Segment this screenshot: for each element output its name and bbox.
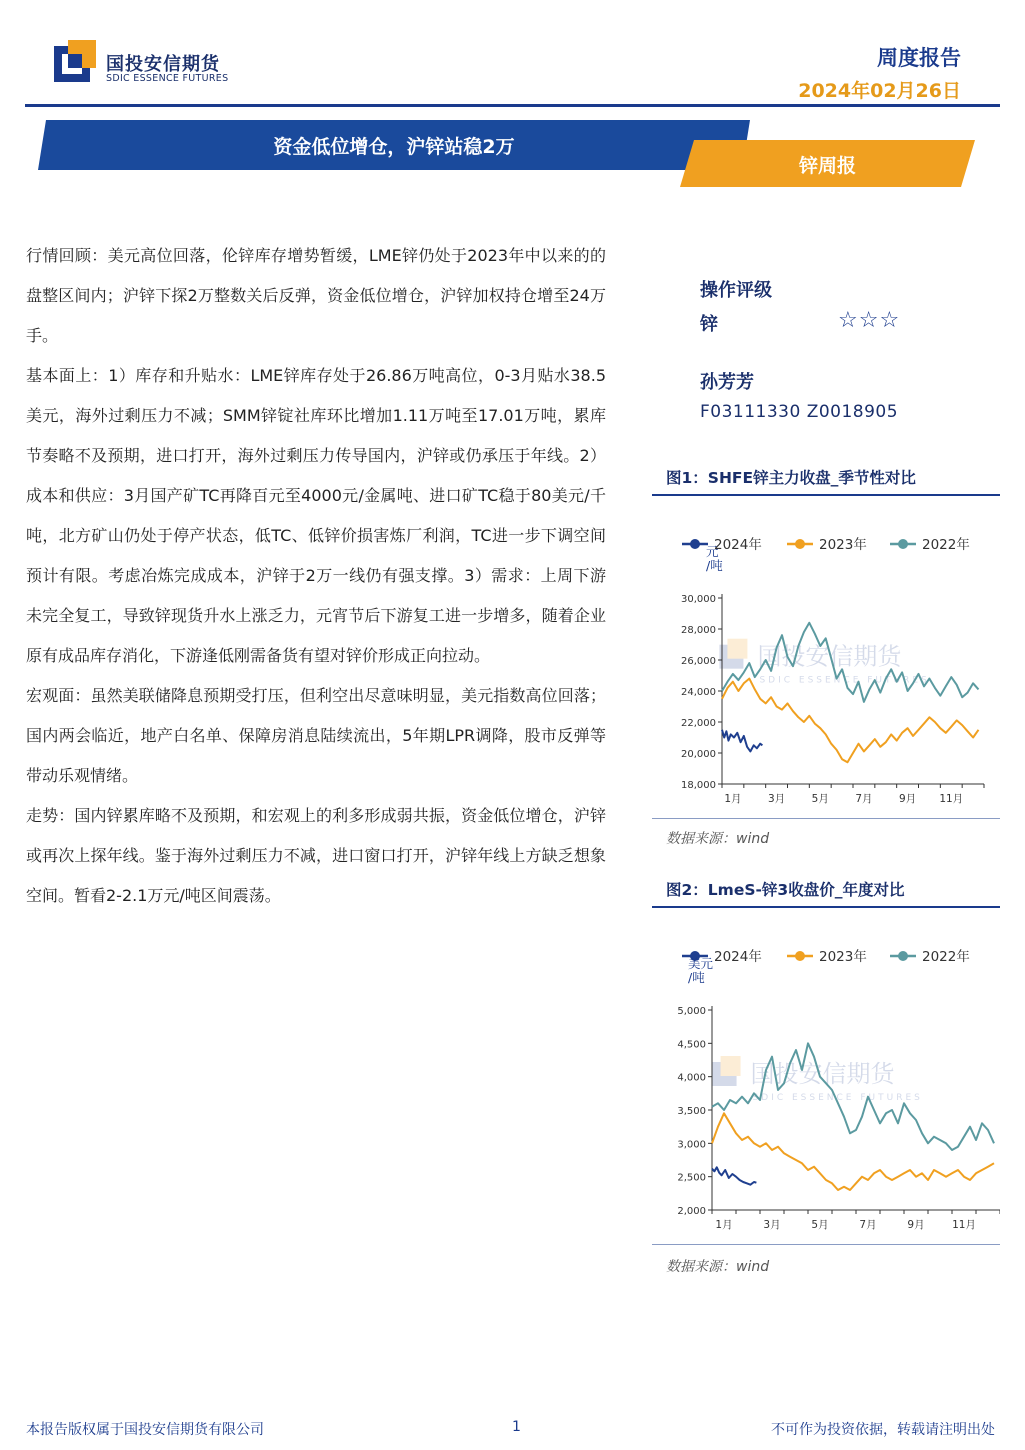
x-tick-label: 7月	[859, 1219, 877, 1231]
x-tick-label: 5月	[811, 793, 829, 805]
legend-item-2022	[890, 948, 970, 965]
y-tick-label: 2,000	[677, 1206, 706, 1217]
y-tick-label: 3,500	[677, 1106, 706, 1117]
company-name-en: SDIC ESSENCE FUTURES	[106, 73, 229, 84]
svg-text:2024年: 2024年	[714, 949, 762, 965]
analyst-name: 孙芳芳	[700, 372, 754, 393]
svg-text:2024年: 2024年	[714, 537, 762, 553]
y-tick-label: 28,000	[681, 625, 716, 636]
rating-item: 锌	[700, 314, 718, 335]
y-unit-label: /吨	[688, 970, 705, 985]
figure2-chart	[652, 942, 1000, 1232]
figure1-title: 图1：SHFE锌主力收盘_季节性对比	[666, 469, 916, 487]
company-name-cn: 国投安信期货	[106, 54, 220, 75]
footer-disclaimer: 不可作为投资依据，转载请注明出处	[771, 1422, 995, 1438]
legend-item-2023	[787, 948, 867, 965]
y-tick-label: 2,500	[677, 1172, 706, 1184]
rating-title: 操作评级	[700, 280, 772, 301]
page-number: 1	[512, 1419, 521, 1435]
x-tick-label: 9月	[898, 793, 917, 805]
legend-item-2024	[682, 536, 762, 553]
analyst-id: F03111330 Z0018905	[700, 402, 899, 422]
svg-text:2023年: 2023年	[819, 537, 867, 553]
figure2-bottom-divider	[652, 1244, 1000, 1245]
y-tick-label: 24,000	[681, 687, 716, 698]
figure2-divider	[652, 906, 1000, 908]
y-tick-label: 20,000	[681, 749, 716, 760]
x-tick-label: 3月	[763, 1219, 781, 1231]
y-tick-label: 3,000	[677, 1139, 706, 1151]
report-type: 周度报告	[877, 46, 961, 70]
x-tick-label: 3月	[767, 793, 786, 805]
figure1-source: 数据来源：wind	[666, 831, 770, 847]
figure2-source: 数据来源：wind	[666, 1259, 770, 1275]
paragraph-market-review: 行情回顾：美元高位回落，伦锌库存增势暂缓，LME锌仍处于2023年中以来的的盘整区间内；沪锌下探2万整数关后反弹，资金低位增仓，沪锌加权持仓增至24万手。	[26, 246, 606, 345]
watermark	[713, 1056, 923, 1103]
report-body	[26, 236, 606, 916]
series-line-2024	[722, 730, 762, 752]
x-tick-label: 5月	[811, 1219, 829, 1231]
svg-text:SDIC ESSENCE FUTURES: SDIC ESSENCE FUTURES	[752, 1093, 923, 1103]
svg-text:2023年: 2023年	[819, 949, 867, 965]
svg-text:SDIC ESSENCE FUTURES: SDIC ESSENCE FUTURES	[759, 675, 930, 686]
y-tick-label: 26,000	[681, 656, 716, 667]
legend-item-2022	[890, 536, 970, 553]
series-line-2023	[712, 1113, 994, 1190]
y-unit-label: 元	[706, 544, 719, 559]
paragraph-macro: 宏观面：虽然美联储降息预期受打压，但利空出尽意味明显，美元指数高位回落；国内两会临近，地产白名单、保障房消息陆续流出，5年期LPR调降，股市反弹等带动乐观情绪。	[26, 686, 606, 785]
svg-text:2022年: 2022年	[922, 949, 970, 965]
y-tick-label: 18,000	[681, 780, 716, 791]
rating-stars-icon: ☆☆☆	[838, 308, 901, 333]
y-tick-label: 5,000	[677, 1006, 706, 1017]
y-unit-label: /吨	[706, 558, 723, 573]
x-tick-label: 11月	[939, 793, 964, 805]
report-date: 2024年02月26日	[798, 80, 961, 102]
y-tick-label: 30,000	[681, 594, 716, 605]
y-unit-label: 美元	[688, 956, 714, 971]
legend-item-2023	[787, 536, 867, 553]
figure1-chart	[652, 530, 1000, 810]
figure1-bottom-divider	[652, 818, 1000, 819]
x-tick-label: 1月	[724, 793, 742, 805]
y-tick-label: 22,000	[681, 718, 716, 729]
paragraph-fundamentals: 基本面上：1）库存和升贴水：LME锌库存处于26.86万吨高位，0-3月贴水38.5美元，海外过剩压力不减；SMM锌锭社库环比增加1.11万吨至17.01万吨，累库节奏略不及预期，进口打开，海外过剩压力传导国内，沪锌或仍承压于年线。2）成本和供应：3月国产矿TC再降百元至4000元/金属吨、进口矿TC稳于80美元/千吨，北方矿山仍处于停产状态，低TC、低锌价损害炼厂利润，TC进一步下调空间预计有限。考虑冶炼完成成本，沪锌于2万一线仍有强支撑。3）需求：上周下游未完全复工，导致锌现货升水上涨乏力，元宵节后下游复工进一步增多，随着企业原有成品库存消化，下游逢低刚需备货有望对锌价形成正向拉动。	[26, 366, 606, 665]
footer-copyright: 本报告版权属于国投安信期货有限公司	[26, 1422, 264, 1438]
y-tick-label: 4,000	[677, 1072, 706, 1084]
category-tag-label: 锌周报	[798, 155, 856, 177]
figure2-title: 图2：LmeS-锌3收盘价_年度对比	[666, 881, 905, 899]
x-tick-label: 9月	[907, 1219, 925, 1231]
y-tick-label: 4,500	[677, 1039, 706, 1051]
x-tick-label: 11月	[952, 1219, 976, 1231]
header-divider	[25, 104, 1000, 107]
x-tick-label: 1月	[715, 1219, 733, 1231]
svg-text:国投安信期货: 国投安信期货	[757, 642, 902, 671]
paragraph-trend: 走势：国内锌累库略不及预期，和宏观上的利多形成弱共振，资金低位增仓，沪锌或再次上探年线。鉴于海外过剩压力不减，进口窗口打开，沪锌年线上方缺乏想象空间。暂看2-2.1万元/吨区间震荡。	[26, 806, 606, 905]
figure1-divider	[652, 494, 1000, 496]
svg-text:国投安信期货: 国投安信期货	[750, 1060, 895, 1088]
svg-text:2022年: 2022年	[922, 537, 970, 553]
company-logo-icon	[54, 40, 96, 82]
x-tick-label: 7月	[855, 793, 873, 805]
report-title: 资金低位增仓，沪锌站稳2万	[273, 136, 515, 158]
series-line-2024	[712, 1167, 756, 1184]
